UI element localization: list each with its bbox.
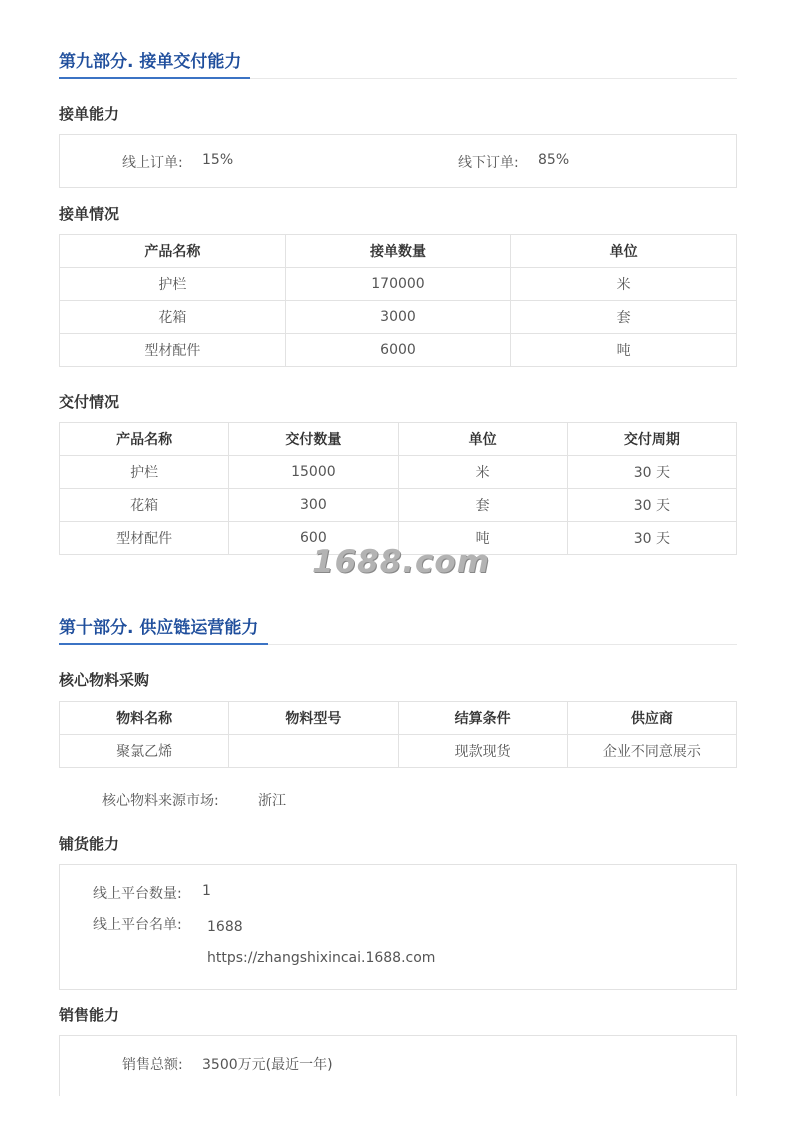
table-cell: 米: [398, 456, 567, 489]
table-cell: 30 天: [567, 522, 736, 555]
watermark-1688: 1688.com: [312, 544, 491, 580]
table-row: [60, 735, 737, 768]
order-ability-box: [59, 134, 737, 188]
platform-list-item: 1688: [207, 919, 243, 935]
table-header: 单位: [511, 235, 737, 268]
table-cell: 企业不同意展示: [567, 735, 736, 768]
table-cell: 花箱: [60, 489, 229, 522]
sales-total-value: 3500万元(最近一年): [202, 1057, 333, 1073]
order-situation-table: [59, 234, 737, 367]
core-material-title: 核心物料采购: [59, 671, 150, 689]
material-source-label: 核心物料来源市场:: [102, 793, 219, 809]
table-header: 产品名称: [60, 423, 229, 456]
table-header-row: [60, 702, 737, 735]
sales-box: [59, 1035, 737, 1096]
table-cell: 套: [398, 489, 567, 522]
table-cell: 米: [511, 268, 737, 301]
table-header: 接单数量: [285, 235, 511, 268]
distribution-box: [59, 864, 737, 990]
table-header: 结算条件: [398, 702, 567, 735]
table-cell: 护栏: [60, 268, 286, 301]
core-material-table: [59, 701, 737, 768]
table-row: [60, 456, 737, 489]
platform-count-label: 线上平台数量:: [93, 886, 182, 902]
table-cell: 30 天: [567, 489, 736, 522]
section-10-title: 第十部分. 供应链运营能力: [59, 618, 259, 638]
table-cell: 套: [511, 301, 737, 334]
table-header-row: [60, 235, 737, 268]
table-cell: 吨: [398, 522, 567, 555]
table-cell: 花箱: [60, 301, 286, 334]
table-header: 单位: [398, 423, 567, 456]
table-cell: 300: [229, 489, 398, 522]
table-row: [60, 489, 737, 522]
section-9-title: 第九部分. 接单交付能力: [59, 52, 242, 72]
platform-list-label: 线上平台名单:: [93, 917, 182, 933]
platform-count-value: 1: [202, 883, 211, 899]
table-cell: [229, 735, 398, 768]
table-cell: 吨: [511, 334, 737, 367]
table-header: 物料名称: [60, 702, 229, 735]
table-row: [60, 334, 737, 367]
table-cell: 现款现货: [398, 735, 567, 768]
offline-order-value: 85%: [538, 152, 570, 168]
delivery-situation-table: [59, 422, 737, 555]
online-order-label: 线上订单:: [122, 155, 183, 171]
section-9-underline: [59, 77, 250, 79]
order-situation-title: 接单情况: [59, 205, 120, 223]
table-cell: 聚氯乙烯: [60, 735, 229, 768]
table-row: [60, 268, 737, 301]
sales-title: 销售能力: [59, 1006, 120, 1024]
table-row: [60, 301, 737, 334]
table-header: 产品名称: [60, 235, 286, 268]
platform-list-link[interactable]: https://zhangshixincai.1688.com: [207, 950, 436, 966]
delivery-situation-title: 交付情况: [59, 393, 120, 411]
table-cell: 15000: [229, 456, 398, 489]
table-header: 供应商: [567, 702, 736, 735]
offline-order-label: 线下订单:: [458, 155, 519, 171]
table-cell: 170000: [285, 268, 511, 301]
material-source-value: 浙江: [258, 793, 286, 809]
section-10-underline: [59, 643, 268, 645]
table-cell: 护栏: [60, 456, 229, 489]
table-header: 交付周期: [567, 423, 736, 456]
table-cell: 型材配件: [60, 522, 229, 555]
table-header: 交付数量: [229, 423, 398, 456]
order-ability-title: 接单能力: [59, 105, 120, 123]
table-cell: 6000: [285, 334, 511, 367]
table-cell: 3000: [285, 301, 511, 334]
table-header-row: [60, 423, 737, 456]
table-cell: 600: [229, 522, 398, 555]
table-cell: 型材配件: [60, 334, 286, 367]
online-order-value: 15%: [202, 152, 234, 168]
sales-total-label: 销售总额:: [122, 1057, 183, 1073]
table-cell: 30 天: [567, 456, 736, 489]
distribution-title: 铺货能力: [59, 835, 120, 853]
table-header: 物料型号: [229, 702, 398, 735]
